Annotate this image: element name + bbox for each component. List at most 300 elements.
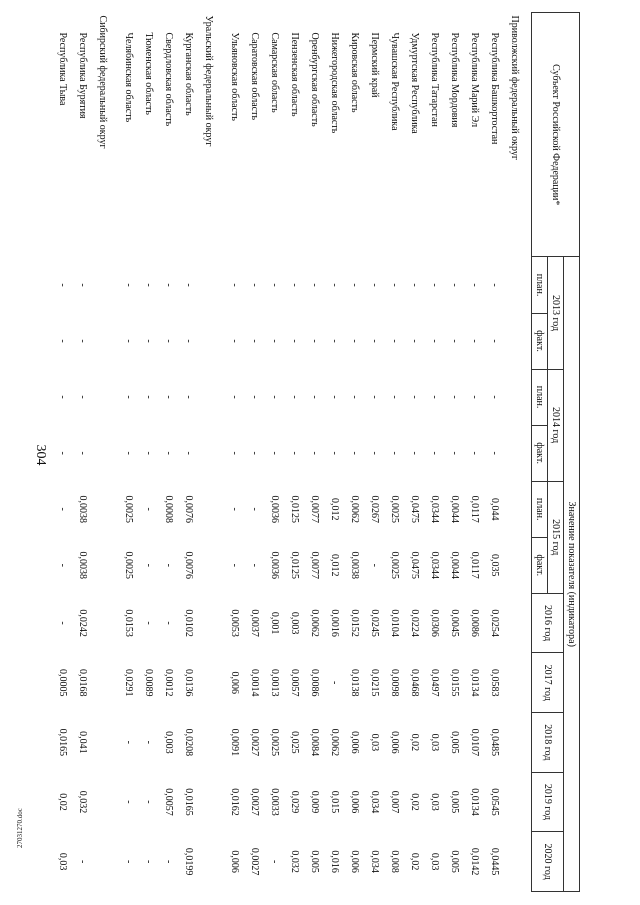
table-row xyxy=(179,13,199,892)
value-cell: - xyxy=(143,507,155,511)
table-row xyxy=(465,13,485,892)
value-cell xyxy=(199,257,225,313)
value-cell: 0,0545 xyxy=(489,788,501,816)
value-cell: 0,0077 xyxy=(309,495,321,523)
footer-file-name: 27031270.doc xyxy=(16,808,24,848)
region-name: Чувашская Республика xyxy=(389,32,401,131)
value-cell: 0,03 xyxy=(429,793,441,811)
region-name: Тюменская область xyxy=(143,32,155,115)
value-cell: 0,0125 xyxy=(289,495,301,523)
value-cell: - xyxy=(77,339,89,343)
value-cell: 0,0025 xyxy=(123,551,135,579)
region-name: Пензенская область xyxy=(289,32,301,117)
plan-header: план. xyxy=(532,257,548,313)
value-cell: - xyxy=(409,339,421,343)
value-cell: 0,02 xyxy=(409,793,421,811)
value-cell: - xyxy=(77,451,89,455)
value-cell: 0,03 xyxy=(57,852,69,871)
value-cell: 0,0025 xyxy=(269,728,281,757)
value-cell: 0,0033 xyxy=(269,788,281,816)
value-cell: - xyxy=(229,283,241,287)
value-cell: 0,007 xyxy=(389,790,401,814)
value-cell: 0,044 xyxy=(489,497,501,521)
value-cell: - xyxy=(289,339,301,343)
value-cell: 0,0475 xyxy=(409,495,421,523)
value-cell: 0,0027 xyxy=(249,788,261,816)
value-cell: - xyxy=(469,283,481,287)
value-cell: - xyxy=(143,339,155,343)
value-cell: 0,0016 xyxy=(329,609,341,637)
value-cell xyxy=(93,425,119,481)
value-cell: - xyxy=(269,283,281,287)
value-cell xyxy=(199,369,225,425)
value-cell: 0,0038 xyxy=(77,551,89,579)
value-cell: 0,0076 xyxy=(183,495,195,523)
district-row xyxy=(93,13,119,892)
region-name: Республика Татарстан xyxy=(429,32,441,127)
value-cell: 0,015 xyxy=(329,790,341,814)
value-cell: 0,0117 xyxy=(469,551,481,579)
value-cell: - xyxy=(57,339,69,343)
district-row xyxy=(199,13,225,892)
value-cell: - xyxy=(57,621,69,625)
fact-header: факт. xyxy=(532,313,548,369)
value-cell: - xyxy=(163,339,175,343)
value-cell: 0,0152 xyxy=(349,609,361,637)
value-cell: 0,0036 xyxy=(269,551,281,579)
value-cell: - xyxy=(469,395,481,399)
value-cell: - xyxy=(163,283,175,287)
value-cell: - xyxy=(57,283,69,287)
value-cell: - xyxy=(249,339,261,343)
rotated-table-sheet xyxy=(57,12,580,892)
table-row xyxy=(245,13,265,892)
value-cell: 0,032 xyxy=(289,850,301,873)
value-cell: 0,0165 xyxy=(57,728,69,757)
value-cell xyxy=(505,257,532,313)
value-cell: 0,02 xyxy=(57,793,69,811)
value-cell: 0,0037 xyxy=(249,609,261,637)
value-cell: 0,0102 xyxy=(183,609,195,637)
region-name: Ульяновская область xyxy=(229,32,241,121)
value-cell xyxy=(199,593,225,653)
value-cell: - xyxy=(309,451,321,455)
value-cell: - xyxy=(289,283,301,287)
value-cell: 0,0089 xyxy=(143,668,155,697)
values-header: Значение показателя (индикатора) xyxy=(564,257,580,892)
plan-header: план. xyxy=(532,369,548,425)
table-row xyxy=(445,13,465,892)
value-cell: 0,035 xyxy=(489,553,501,577)
value-cell: - xyxy=(143,283,155,287)
value-cell: - xyxy=(163,451,175,455)
value-cell xyxy=(93,653,119,713)
value-cell xyxy=(505,537,532,593)
region-name: Удмуртская Республика xyxy=(409,32,421,134)
value-cell: 0,008 xyxy=(389,850,401,873)
value-cell: 0,0077 xyxy=(309,551,321,579)
table-row xyxy=(425,13,445,892)
value-cell: - xyxy=(389,451,401,455)
value-cell: - xyxy=(329,395,341,399)
value-cell: 0,0086 xyxy=(469,609,481,637)
value-cell: - xyxy=(309,283,321,287)
value-cell: - xyxy=(409,283,421,287)
value-cell: - xyxy=(123,451,135,455)
value-cell: - xyxy=(329,339,341,343)
value-cell: - xyxy=(229,339,241,343)
value-cell: 0,0038 xyxy=(77,495,89,523)
value-cell: 0,0027 xyxy=(249,728,261,757)
value-cell: 0,0036 xyxy=(269,495,281,523)
year-2018-header: 2018 год xyxy=(532,713,564,773)
region-name: Республика Марий Эл xyxy=(469,32,481,128)
value-cell xyxy=(199,313,225,369)
value-cell: - xyxy=(449,283,461,287)
value-cell: 0,003 xyxy=(163,731,175,754)
value-cell: 0,0134 xyxy=(469,668,481,697)
region-name: Саратовская область xyxy=(249,32,261,121)
table-row xyxy=(159,13,179,892)
value-cell: 0,0497 xyxy=(429,668,441,697)
value-cell: 0,0242 xyxy=(77,609,89,637)
value-cell xyxy=(93,713,119,773)
value-cell: 0,0583 xyxy=(489,668,501,697)
district-row xyxy=(505,13,532,892)
value-cell: - xyxy=(123,800,135,804)
value-cell: - xyxy=(229,395,241,399)
table-row xyxy=(405,13,425,892)
value-cell: - xyxy=(163,395,175,399)
value-cell: - xyxy=(449,339,461,343)
value-cell xyxy=(199,832,225,892)
value-cell: - xyxy=(349,283,361,287)
value-cell: - xyxy=(123,339,135,343)
value-cell: - xyxy=(329,681,341,685)
value-cell: - xyxy=(429,339,441,343)
value-cell: 0,0107 xyxy=(469,728,481,757)
value-cell: 0,0475 xyxy=(409,551,421,579)
value-cell: 0,0245 xyxy=(369,609,381,637)
value-cell: 0,0168 xyxy=(77,668,89,697)
value-cell xyxy=(505,653,532,713)
table-row xyxy=(139,13,159,892)
value-cell: - xyxy=(163,621,175,625)
value-cell: 0,0062 xyxy=(349,495,361,523)
value-cell xyxy=(505,713,532,773)
value-cell: 0,0208 xyxy=(183,728,195,757)
value-cell: - xyxy=(163,563,175,567)
fact-header: факт. xyxy=(532,425,548,481)
value-cell: 0,012 xyxy=(329,553,341,577)
value-cell: - xyxy=(289,395,301,399)
value-cell: - xyxy=(57,507,69,511)
table-row xyxy=(53,13,73,892)
value-cell: - xyxy=(77,283,89,287)
year-2016-header: 2016 год xyxy=(532,593,564,653)
value-cell xyxy=(199,653,225,713)
value-cell: 0,0038 xyxy=(349,551,361,579)
table-header xyxy=(532,13,580,892)
value-cell: 0,005 xyxy=(449,850,461,873)
year-2014-header: 2014 год xyxy=(548,369,564,481)
value-cell: - xyxy=(183,339,195,343)
value-cell: 0,006 xyxy=(349,731,361,754)
year-2013-header: 2013 год xyxy=(548,257,564,369)
value-cell: 0,0008 xyxy=(163,495,175,523)
value-cell: 0,0153 xyxy=(123,609,135,637)
region-name: Республика Бурятия xyxy=(77,32,89,119)
value-cell: 0,0025 xyxy=(389,495,401,523)
value-cell: - xyxy=(489,339,501,343)
value-cell: - xyxy=(229,451,241,455)
value-cell xyxy=(93,593,119,653)
value-cell: - xyxy=(229,563,241,567)
table-row xyxy=(73,13,93,892)
value-cell: 0,0027 xyxy=(249,847,261,876)
fact-header: факт. xyxy=(532,537,548,593)
value-cell: - xyxy=(329,451,341,455)
value-cell: 0,006 xyxy=(229,671,241,694)
region-name: Республика Тыва xyxy=(57,32,69,106)
value-cell: 0,0098 xyxy=(389,668,401,697)
value-cell: 0,0053 xyxy=(229,609,241,637)
value-cell: - xyxy=(249,283,261,287)
value-cell: - xyxy=(369,563,381,567)
value-cell: 0,0138 xyxy=(349,668,361,697)
value-cell: 0,0136 xyxy=(183,668,195,697)
value-cell: 0,005 xyxy=(449,790,461,814)
value-cell: - xyxy=(57,563,69,567)
value-cell: - xyxy=(143,621,155,625)
region-name: Самарская область xyxy=(269,32,281,113)
value-cell: 0,0044 xyxy=(449,551,461,579)
value-cell xyxy=(199,425,225,481)
value-cell: - xyxy=(449,395,461,399)
value-cell: 0,03 xyxy=(429,733,441,752)
value-cell: 0,0125 xyxy=(289,551,301,579)
value-cell: 0,025 xyxy=(289,731,301,754)
value-cell: 0,0062 xyxy=(309,609,321,637)
indicator-table xyxy=(53,12,580,892)
value-cell: - xyxy=(369,451,381,455)
value-cell: 0,0057 xyxy=(289,668,301,697)
value-cell: - xyxy=(389,283,401,287)
region-name: Республика Башкортостан xyxy=(489,32,501,145)
value-cell: - xyxy=(409,451,421,455)
value-cell: 0,0267 xyxy=(369,495,381,523)
value-cell xyxy=(505,369,532,425)
value-cell xyxy=(505,313,532,369)
value-cell: 0,0445 xyxy=(489,847,501,876)
value-cell: - xyxy=(143,800,155,804)
value-cell: 0,0013 xyxy=(269,668,281,697)
value-cell xyxy=(199,481,225,537)
table-body xyxy=(53,13,532,892)
value-cell: 0,0044 xyxy=(449,495,461,523)
year-2019-header: 2019 год xyxy=(532,772,564,832)
value-cell xyxy=(505,593,532,653)
value-cell: - xyxy=(229,507,241,511)
value-cell: - xyxy=(469,339,481,343)
district-name: Сибирский федеральный округ xyxy=(97,15,109,149)
value-cell: 0,02 xyxy=(409,852,421,871)
value-cell: 0,006 xyxy=(229,850,241,873)
value-cell: 0,034 xyxy=(369,850,381,873)
value-cell: 0,0076 xyxy=(183,551,195,579)
value-cell: 0,0025 xyxy=(123,495,135,523)
value-cell: - xyxy=(429,283,441,287)
year-2015-header: 2015 год xyxy=(548,481,564,593)
region-name: Нижегородская область xyxy=(329,32,341,134)
value-cell: 0,0086 xyxy=(309,668,321,697)
value-cell: - xyxy=(249,451,261,455)
value-cell: 0,016 xyxy=(329,850,341,873)
value-cell xyxy=(93,832,119,892)
value-cell: 0,0485 xyxy=(489,728,501,757)
table-row xyxy=(385,13,405,892)
table-row xyxy=(119,13,139,892)
value-cell: - xyxy=(309,339,321,343)
value-cell: - xyxy=(269,339,281,343)
value-cell: - xyxy=(183,451,195,455)
region-name: Пермский край xyxy=(369,32,381,98)
value-cell: 0,02 xyxy=(409,733,421,752)
page-number: 304 xyxy=(33,444,48,466)
value-cell: 0,0291 xyxy=(123,668,135,697)
value-cell: 0,0134 xyxy=(469,788,481,816)
value-cell: - xyxy=(369,283,381,287)
value-cell: - xyxy=(57,395,69,399)
value-cell xyxy=(199,713,225,773)
value-cell: - xyxy=(289,451,301,455)
value-cell: - xyxy=(123,740,135,744)
value-cell: - xyxy=(249,395,261,399)
value-cell: 0,032 xyxy=(77,790,89,814)
value-cell: 0,0155 xyxy=(449,668,461,697)
value-cell: 0,0084 xyxy=(309,728,321,757)
value-cell: - xyxy=(123,395,135,399)
value-cell: 0,0142 xyxy=(469,847,481,876)
value-cell: - xyxy=(183,283,195,287)
value-cell: - xyxy=(269,859,281,864)
district-name: Уральский федеральный округ xyxy=(203,15,215,147)
table-row xyxy=(485,13,505,892)
region-name: Оренбургская область xyxy=(309,32,321,127)
value-cell: - xyxy=(389,339,401,343)
value-cell: - xyxy=(369,339,381,343)
value-cell: 0,006 xyxy=(349,850,361,873)
value-cell: 0,029 xyxy=(289,790,301,814)
value-cell: 0,012 xyxy=(329,497,341,521)
value-cell: 0,03 xyxy=(369,733,381,752)
value-cell: - xyxy=(123,859,135,864)
value-cell: 0,009 xyxy=(309,790,321,814)
value-cell xyxy=(93,772,119,832)
district-name: Приволжский федеральный округ xyxy=(509,15,521,160)
table-row xyxy=(285,13,305,892)
region-name: Республика Мордовия xyxy=(449,32,461,128)
value-cell: 0,03 xyxy=(429,852,441,871)
value-cell: - xyxy=(143,740,155,744)
value-cell: 0,0062 xyxy=(329,728,341,757)
value-cell: - xyxy=(489,283,501,287)
value-cell: - xyxy=(349,451,361,455)
value-cell: 0,0224 xyxy=(409,609,421,637)
table-row xyxy=(325,13,345,892)
value-cell: - xyxy=(349,395,361,399)
value-cell: 0,0091 xyxy=(229,728,241,757)
value-cell: 0,005 xyxy=(449,731,461,754)
value-cell: - xyxy=(143,563,155,567)
value-cell: 0,0057 xyxy=(163,788,175,816)
value-cell: - xyxy=(143,451,155,455)
table-row xyxy=(365,13,385,892)
plan-header: план. xyxy=(532,481,548,537)
region-name: Челябинская область xyxy=(123,32,135,123)
table-row xyxy=(265,13,285,892)
table-row xyxy=(345,13,365,892)
value-cell: - xyxy=(183,395,195,399)
value-cell xyxy=(505,772,532,832)
value-cell: 0,0344 xyxy=(429,495,441,523)
value-cell: - xyxy=(449,451,461,455)
value-cell: - xyxy=(143,859,155,864)
value-cell: 0,0344 xyxy=(429,551,441,579)
value-cell: - xyxy=(329,283,341,287)
table-row xyxy=(225,13,245,892)
value-cell: - xyxy=(249,507,261,511)
value-cell: - xyxy=(489,395,501,399)
subject-header: Субъект Российской Федерации* xyxy=(532,13,580,257)
value-cell xyxy=(93,369,119,425)
value-cell xyxy=(93,537,119,593)
value-cell: - xyxy=(249,563,261,567)
table-row xyxy=(305,13,325,892)
value-cell: - xyxy=(469,451,481,455)
value-cell: - xyxy=(429,395,441,399)
value-cell: 0,0306 xyxy=(429,609,441,637)
value-cell xyxy=(199,772,225,832)
value-cell xyxy=(93,257,119,313)
value-cell: - xyxy=(163,859,175,864)
value-cell xyxy=(93,313,119,369)
value-cell: 0,0012 xyxy=(163,668,175,697)
value-cell: - xyxy=(409,395,421,399)
value-cell xyxy=(505,425,532,481)
value-cell: 0,006 xyxy=(349,790,361,814)
year-2020-header: 2020 год xyxy=(532,832,564,892)
region-name: Курганская область xyxy=(183,32,195,116)
value-cell: 0,003 xyxy=(289,611,301,635)
value-cell: 0,0014 xyxy=(249,668,261,697)
value-cell xyxy=(93,481,119,537)
region-name: Свердловская область xyxy=(163,32,175,127)
value-cell: 0,034 xyxy=(369,790,381,814)
value-cell: 0,0199 xyxy=(183,847,195,876)
value-cell: 0,005 xyxy=(309,850,321,873)
value-cell: - xyxy=(77,859,89,864)
value-cell: 0,001 xyxy=(269,611,281,635)
value-cell: 0,0215 xyxy=(369,668,381,697)
value-cell: 0,0162 xyxy=(229,788,241,816)
value-cell: - xyxy=(369,395,381,399)
value-cell: 0,0117 xyxy=(469,495,481,523)
value-cell: 0,0005 xyxy=(57,668,69,697)
value-cell: - xyxy=(269,451,281,455)
value-cell: 0,041 xyxy=(77,731,89,754)
value-cell: 0,0025 xyxy=(389,551,401,579)
